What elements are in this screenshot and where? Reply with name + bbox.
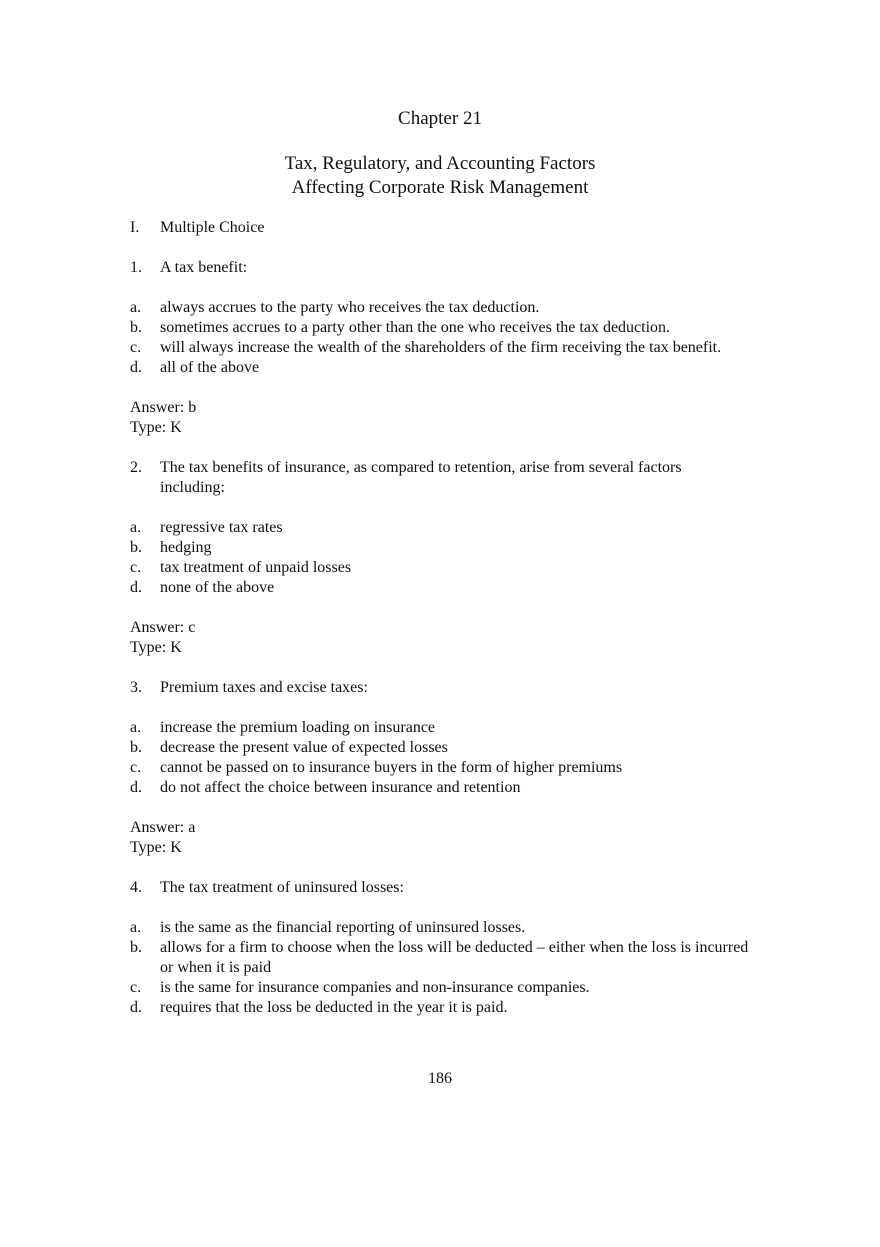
question-3 — [130, 678, 750, 858]
answer-text: Answer: c — [130, 619, 196, 636]
option-letter: a. — [130, 919, 142, 936]
question-text: Premium taxes and excise taxes: — [160, 679, 368, 696]
option-text: cannot be passed on to insurance buyers in the form of higher premiums — [160, 759, 623, 776]
chapter-heading: Chapter 21 — [398, 108, 482, 129]
option-d — [130, 578, 750, 598]
option-text: sometimes accrues to a party other than the one who receives the tax deduction. — [160, 319, 671, 336]
option-c — [130, 978, 750, 998]
question-number: 4. — [130, 879, 142, 896]
option-text: do not affect the choice between insurance and retention — [160, 779, 521, 796]
chapter-title-line-1: Tax, Regulatory, and Accounting Factors — [284, 153, 596, 174]
option-text: increase the premium loading on insurance — [160, 719, 436, 736]
option-text: hedging — [160, 539, 212, 556]
question-stem — [130, 678, 750, 698]
type-text: Type: K — [130, 419, 182, 436]
question-list — [130, 218, 750, 1038]
option-text: all of the above — [160, 359, 260, 376]
answer-block — [130, 618, 750, 658]
option-text: tax treatment of unpaid losses — [160, 559, 352, 576]
answer-block — [130, 818, 750, 858]
option-letter: d. — [130, 779, 142, 796]
option-d — [130, 358, 750, 378]
option-list — [130, 718, 750, 798]
option-letter: a. — [130, 299, 142, 316]
section-number: I. — [130, 219, 140, 236]
option-text: is the same as the financial reporting of uninsured losses. — [160, 919, 526, 936]
section-label: Multiple Choice — [160, 219, 265, 236]
question-4 — [130, 878, 750, 1018]
option-letter: b. — [130, 539, 142, 556]
option-letter: a. — [130, 519, 142, 536]
option-b — [130, 938, 750, 978]
page-number: 186 — [428, 1070, 452, 1087]
option-letter: b. — [130, 739, 142, 756]
option-list — [130, 518, 750, 598]
option-letter: b. — [130, 939, 142, 956]
section-heading — [130, 218, 750, 238]
option-list — [130, 918, 750, 1018]
option-letter: b. — [130, 319, 142, 336]
option-letter: d. — [130, 359, 142, 376]
option-c — [130, 338, 750, 358]
question-text: A tax benefit: — [160, 259, 248, 276]
question-stem — [130, 878, 750, 898]
option-letter: c. — [130, 339, 142, 356]
option-text: always accrues to the party who receives the tax deduction. — [160, 299, 540, 316]
option-text: allows for a firm to choose when the loss will be deducted – either when the loss is incurred or when it is paid — [160, 939, 749, 976]
type-text: Type: K — [130, 639, 182, 656]
option-text: requires that the loss be deducted in the year it is paid. — [160, 999, 508, 1016]
question-stem — [130, 258, 750, 278]
chapter-title-line-2: Affecting Corporate Risk Management — [291, 177, 589, 198]
question-stem — [130, 458, 750, 498]
question-1 — [130, 258, 750, 438]
option-a — [130, 918, 750, 938]
option-b — [130, 318, 750, 338]
option-d — [130, 998, 750, 1018]
option-letter: c. — [130, 759, 142, 776]
option-letter: c. — [130, 559, 142, 576]
option-letter: c. — [130, 979, 142, 996]
question-number: 3. — [130, 679, 142, 696]
option-letter: a. — [130, 719, 142, 736]
option-text: regressive tax rates — [160, 519, 283, 536]
answer-block — [130, 398, 750, 438]
question-number: 2. — [130, 459, 142, 476]
type-text: Type: K — [130, 839, 182, 856]
option-text: will always increase the wealth of the shareholders of the firm receiving the tax benefit. — [160, 339, 722, 356]
option-text: is the same for insurance companies and non-insurance companies. — [160, 979, 590, 996]
option-c — [130, 758, 750, 778]
option-text: decrease the present value of expected losses — [160, 739, 448, 756]
question-number: 1. — [130, 259, 142, 276]
question-text: The tax benefits of insurance, as compared to retention, arise from several factors including: — [160, 459, 682, 496]
option-b — [130, 738, 750, 758]
option-a — [130, 298, 750, 318]
chapter-title — [0, 152, 880, 200]
option-letter: d. — [130, 999, 142, 1016]
question-2 — [130, 458, 750, 658]
option-letter: d. — [130, 579, 142, 596]
question-text: The tax treatment of uninsured losses: — [160, 879, 404, 896]
option-b — [130, 538, 750, 558]
option-text: none of the above — [160, 579, 275, 596]
option-a — [130, 718, 750, 738]
option-list — [130, 298, 750, 378]
answer-text: Answer: b — [130, 399, 197, 416]
option-a — [130, 518, 750, 538]
option-c — [130, 558, 750, 578]
option-d — [130, 778, 750, 798]
answer-text: Answer: a — [130, 819, 196, 836]
